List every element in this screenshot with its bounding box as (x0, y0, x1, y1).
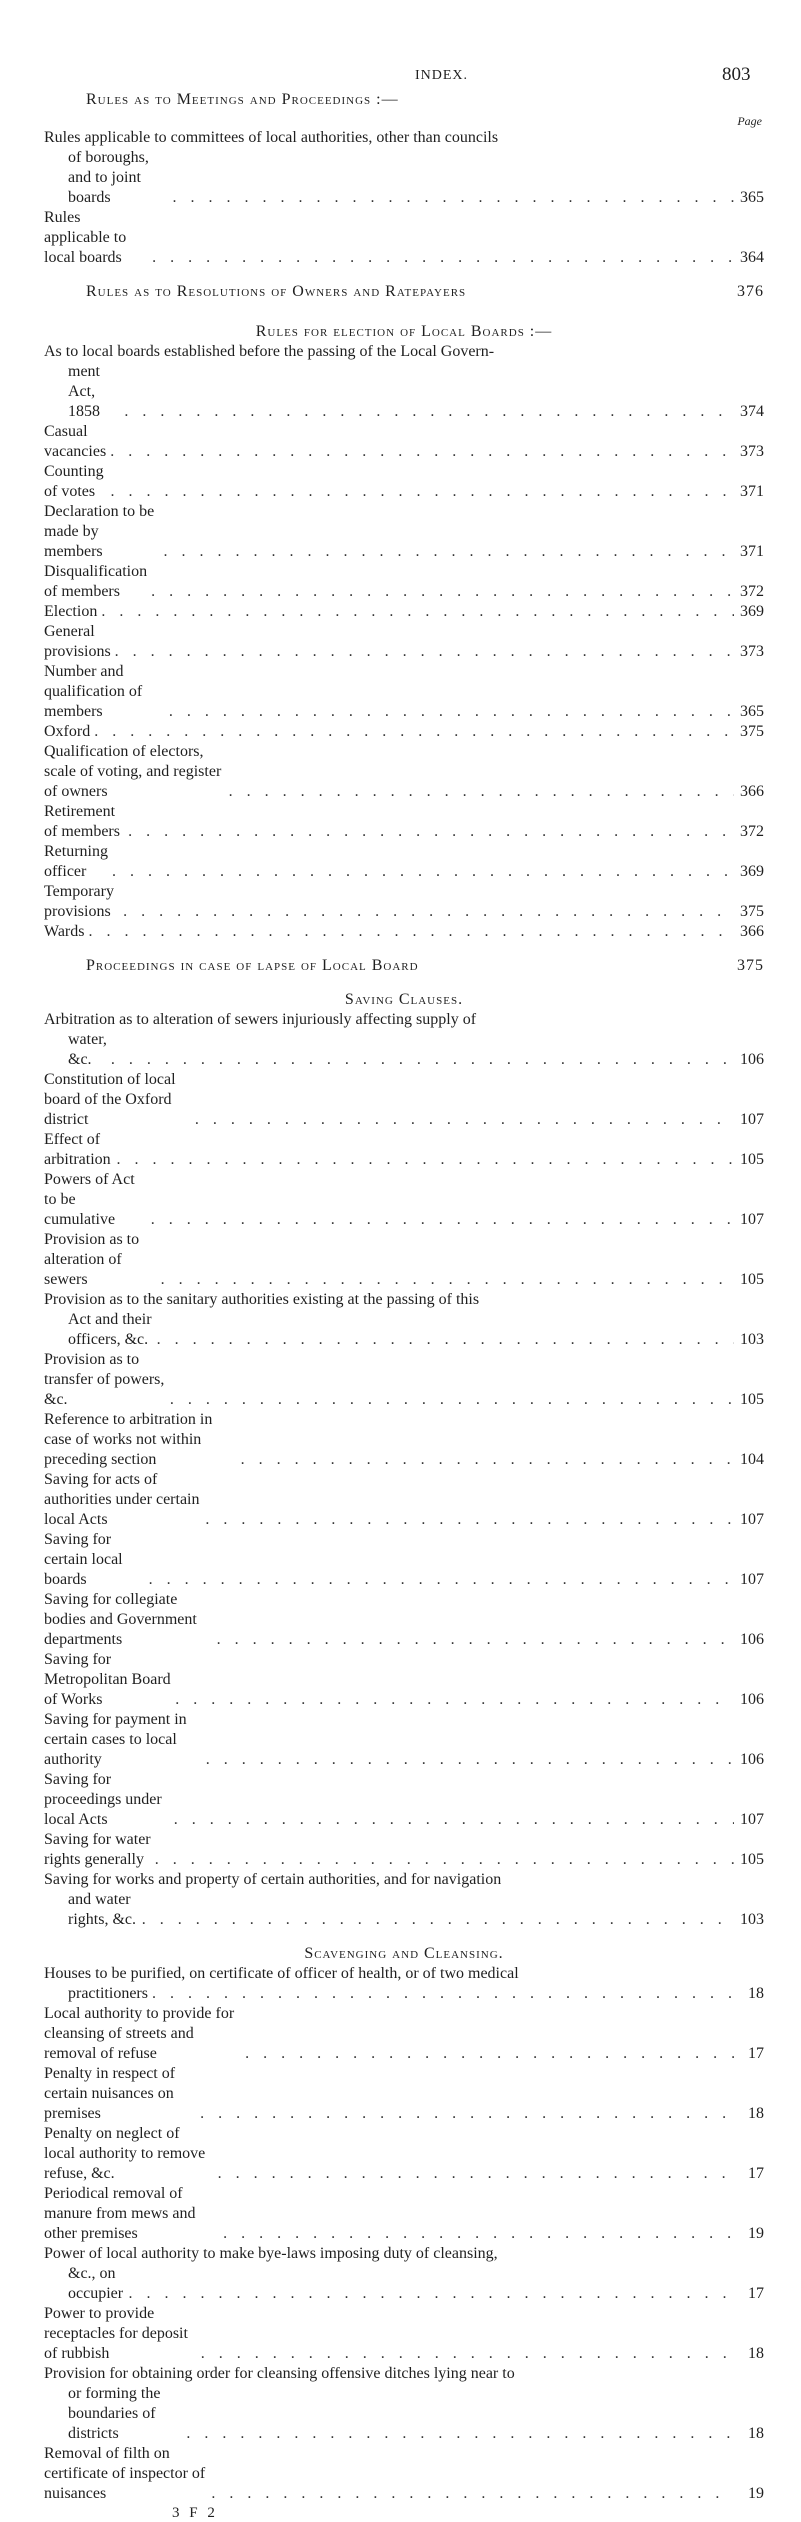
entry-text: Saving for water rights generally (44, 1831, 151, 1868)
leader-dots (205, 1510, 734, 1530)
entry-text: Power to provide receptacles for deposit of rubbish (44, 2305, 188, 2362)
entry-page-number: 369 (740, 863, 764, 880)
entry-page-number: 107 (740, 1571, 764, 1588)
section-page-number: 375 (737, 957, 764, 974)
index-entry (44, 1470, 764, 1530)
entry-text: Provision as to alteration of sewers (44, 1231, 140, 1288)
index-entry (44, 2444, 764, 2504)
leader-dots (128, 2284, 734, 2304)
entry-text: Constitution of local board of the Oxford district (44, 1071, 176, 1128)
leader-dots (101, 602, 734, 622)
entry-page-number: 372 (740, 583, 764, 600)
leader-dots (200, 2104, 734, 2124)
index-entry (44, 462, 764, 502)
leader-dots (170, 1390, 734, 1410)
leader-dots (112, 862, 734, 882)
entry-text-continuation: and water rights, &c. (68, 1891, 136, 1928)
entry-text: Counting of votes (44, 463, 104, 500)
entry-text-first-line: Power of local authority to make bye-laws imposing duty of cleansing, (44, 2245, 498, 2262)
index-entry (44, 1530, 764, 1590)
section-page-number: 376 (737, 283, 764, 300)
index-entry (44, 2304, 764, 2364)
index-entry (44, 882, 764, 922)
index-entry (44, 1290, 764, 1350)
index-entry (44, 662, 764, 722)
leader-dots (123, 902, 734, 922)
entry-text: General provisions (44, 623, 111, 660)
section-heading-saving-clauses: Saving Clauses. (344, 991, 464, 1008)
entry-text-first-line: Rules applicable to committees of local authorities, other than councils (44, 129, 499, 146)
leader-dots (175, 1690, 734, 1710)
leader-dots (94, 722, 734, 742)
index-entry (44, 1770, 764, 1830)
section-heading-election: Rules for election of Local Boards :— (255, 323, 553, 340)
index-entry (44, 1170, 764, 1230)
leader-dots (241, 1450, 734, 1470)
entry-page-number: 371 (740, 543, 764, 560)
index-entry (44, 1130, 764, 1170)
entry-text: Saving for acts of authorities under certain local Acts (44, 1471, 200, 1528)
entry-text-continuation: &c., on occupier (68, 2265, 124, 2302)
entry-page-number: 105 (740, 1151, 764, 1168)
leader-dots (229, 782, 734, 802)
index-entry (44, 622, 764, 662)
entry-page-number: 106 (740, 1751, 764, 1768)
entry-text: Temporary provisions (44, 883, 114, 920)
section-heading-meetings: Rules as to Meetings and Proceedings :— (86, 91, 399, 108)
entry-page-number: 17 (748, 2285, 764, 2302)
entry-page-number: 19 (748, 2485, 764, 2502)
index-entry (44, 1590, 764, 1650)
entry-text: Saving for certain local boards (44, 1531, 123, 1588)
entry-page-number: 373 (740, 643, 764, 660)
entry-text: Periodical removal of manure from mews and other premises (44, 2185, 196, 2242)
entry-text: Casual vacancies (44, 423, 107, 460)
index-entry (44, 208, 764, 268)
leader-dots (128, 822, 734, 842)
index-entry (44, 502, 764, 562)
entry-text-first-line: As to local boards established before the passing of the Local Govern- (44, 343, 495, 360)
entry-page-number: 366 (740, 783, 764, 800)
index-entry (44, 742, 764, 802)
leader-dots (142, 1910, 734, 1930)
leader-dots (169, 702, 734, 722)
entry-text: Penalty in respect of certain nuisances on premises (44, 2065, 176, 2122)
entry-text-continuation: of boroughs, and to joint boards (68, 149, 149, 206)
index-entry (44, 422, 764, 462)
entry-page-number: 373 (740, 443, 764, 460)
entry-page-number: 17 (748, 2165, 764, 2182)
leader-dots (195, 1110, 734, 1130)
index-entry (44, 1070, 764, 1130)
entry-page-number: 19 (748, 2225, 764, 2242)
entry-page-number: 18 (748, 2425, 764, 2442)
section-heading-lapse (86, 956, 764, 976)
leader-dots (164, 542, 734, 562)
entry-page-number: 107 (740, 1811, 764, 1828)
entry-text: Removal of filth on certificate of inspector of nuisances (44, 2445, 206, 2502)
entry-page-number: 106 (740, 1051, 764, 1068)
entry-text-continuation: practitioners (68, 1985, 148, 2002)
entry-text: Local authority to provide for cleansing of streets and removal of refuse (44, 2005, 235, 2062)
leader-dots (151, 1210, 734, 1230)
leader-dots (157, 1330, 734, 1350)
entry-page-number: 105 (740, 1851, 764, 1868)
index-entry (44, 602, 764, 622)
index-entry (44, 2124, 764, 2184)
index-entry (44, 1010, 764, 1070)
running-head (0, 62, 801, 86)
entry-page-number: 104 (740, 1451, 764, 1468)
leader-dots (172, 188, 734, 208)
leader-dots (245, 2044, 734, 2064)
index-entry (44, 2064, 764, 2124)
entry-page-number: 365 (740, 703, 764, 720)
leader-dots (206, 1750, 734, 1770)
entry-page-number: 364 (740, 249, 764, 266)
entry-text-first-line: Provision for obtaining order for cleansing offensive ditches lying near to (44, 2365, 515, 2382)
index-entry (44, 2184, 764, 2244)
leader-dots (88, 922, 734, 942)
entry-page-number: 372 (740, 823, 764, 840)
index-content (44, 90, 764, 2522)
entry-page-number: 103 (740, 1331, 764, 1348)
entry-text-first-line: Houses to be purified, on certificate of officer of health, or of two medical (44, 1965, 519, 1982)
leader-dots (223, 2224, 734, 2244)
entry-page-number: 375 (740, 723, 764, 740)
running-title: INDEX. (415, 68, 469, 83)
leader-dots (152, 248, 734, 268)
entry-text: Reference to arbitration in case of works not within preceding section (44, 1411, 213, 1468)
entry-page-number: 365 (740, 189, 764, 206)
entry-page-number: 18 (748, 2345, 764, 2362)
entry-text: Wards (44, 923, 85, 940)
entry-text: Saving for Metropolitan Board of Works (44, 1651, 171, 1708)
leader-dots (211, 2484, 734, 2504)
section-heading-text: Rules as to Resolutions of Owners and Ratepayers (86, 283, 467, 300)
entry-page-number: 106 (740, 1631, 764, 1648)
entry-text: Declaration to be made by members (44, 503, 155, 560)
entry-text-continuation: water, &c. (68, 1031, 107, 1068)
page-number: 803 (722, 64, 751, 85)
index-entry (44, 722, 764, 742)
entry-text: Powers of Act to be cumulative (44, 1171, 135, 1228)
entry-text: Saving for payment in certain cases to local authority (44, 1711, 187, 1768)
entry-page-number: 371 (740, 483, 764, 500)
entry-page-number: 105 (740, 1271, 764, 1288)
entry-page-number: 369 (740, 603, 764, 620)
leader-dots (218, 2164, 734, 2184)
entry-page-number: 18 (748, 1985, 764, 2002)
leader-dots (152, 1984, 734, 2004)
entry-text: Returning officer (44, 843, 108, 880)
index-entry (44, 1830, 764, 1870)
index-entry (44, 342, 764, 422)
entry-page-number: 366 (740, 923, 764, 940)
leader-dots (124, 402, 734, 422)
leader-dots (174, 1810, 734, 1830)
section-heading-text: Proceedings in case of lapse of Local Board (86, 957, 419, 974)
leader-dots (115, 642, 734, 662)
leader-dots (116, 1150, 734, 1170)
entry-page-number: 18 (748, 2105, 764, 2122)
index-entry (44, 1230, 764, 1290)
leader-dots (155, 1850, 734, 1870)
index-entry (44, 922, 764, 942)
entry-text: Oxford (44, 723, 91, 740)
entry-text-continuation: ment Act, 1858 (68, 363, 100, 420)
index-entry (44, 1650, 764, 1710)
entry-page-number: 107 (740, 1511, 764, 1528)
entry-text: Rules applicable to local boards (44, 209, 127, 266)
leader-dots (161, 1270, 734, 1290)
index-entry (44, 128, 764, 208)
entry-page-number: 375 (740, 903, 764, 920)
index-entry (44, 2004, 764, 2064)
entry-text: Retirement of members (44, 803, 120, 840)
entry-text-first-line: Provision as to the sanitary authorities existing at the passing of this (44, 1291, 480, 1308)
entry-page-number: 106 (740, 1691, 764, 1708)
entry-page-number: 17 (748, 2045, 764, 2062)
entry-text-first-line: Saving for works and property of certain authorities, and for navigation (44, 1871, 502, 1888)
leader-dots (151, 582, 734, 602)
entry-text-continuation: Act and their officers, &c. (68, 1311, 152, 1348)
entry-page-number: 107 (740, 1111, 764, 1128)
entry-page-number: 105 (740, 1391, 764, 1408)
entry-text: Saving for collegiate bodies and Government departments (44, 1591, 197, 1648)
entry-page-number: 374 (740, 403, 764, 420)
entry-text: Number and qualification of members (44, 663, 143, 720)
index-entry (44, 562, 764, 602)
leader-dots (149, 1570, 734, 1590)
entry-text: Disqualification of members (44, 563, 148, 600)
entry-text: Saving for proceedings under local Acts (44, 1771, 162, 1828)
index-entry (44, 1964, 764, 2004)
index-entry (44, 1410, 764, 1470)
leader-dots (110, 442, 734, 462)
entry-text-continuation: or forming the boundaries of districts (68, 2385, 161, 2442)
section-heading-resolutions (86, 282, 764, 302)
leader-dots (201, 2344, 734, 2364)
leader-dots (186, 2424, 734, 2444)
signature-mark: 3 F 2 (172, 2505, 218, 2521)
entry-text: Penalty on neglect of local authority to remove refuse, &c. (44, 2125, 206, 2182)
leader-dots (217, 1630, 734, 1650)
leader-dots (111, 1050, 734, 1070)
index-entry (44, 2244, 764, 2304)
index-entry (44, 802, 764, 842)
entry-text-first-line: Arbitration as to alteration of sewers injuriously affecting supply of (44, 1011, 477, 1028)
entry-text: Provision as to transfer of powers, &c. (44, 1351, 165, 1408)
entry-page-number: 107 (740, 1211, 764, 1228)
page-column-label: Page (737, 114, 762, 128)
section-heading-scavenging: Scavenging and Cleansing. (304, 1945, 504, 1962)
index-entry (44, 842, 764, 882)
index-entry (44, 1870, 764, 1930)
index-entry (44, 1710, 764, 1770)
entry-text: Qualification of electors, scale of voting, and register of owners (44, 743, 222, 800)
entry-text: Election (44, 603, 98, 620)
entry-page-number: 103 (740, 1911, 764, 1928)
leader-dots (111, 482, 734, 502)
entry-text: Effect of arbitration (44, 1131, 111, 1168)
index-entry (44, 1350, 764, 1410)
index-entry (44, 2364, 764, 2444)
